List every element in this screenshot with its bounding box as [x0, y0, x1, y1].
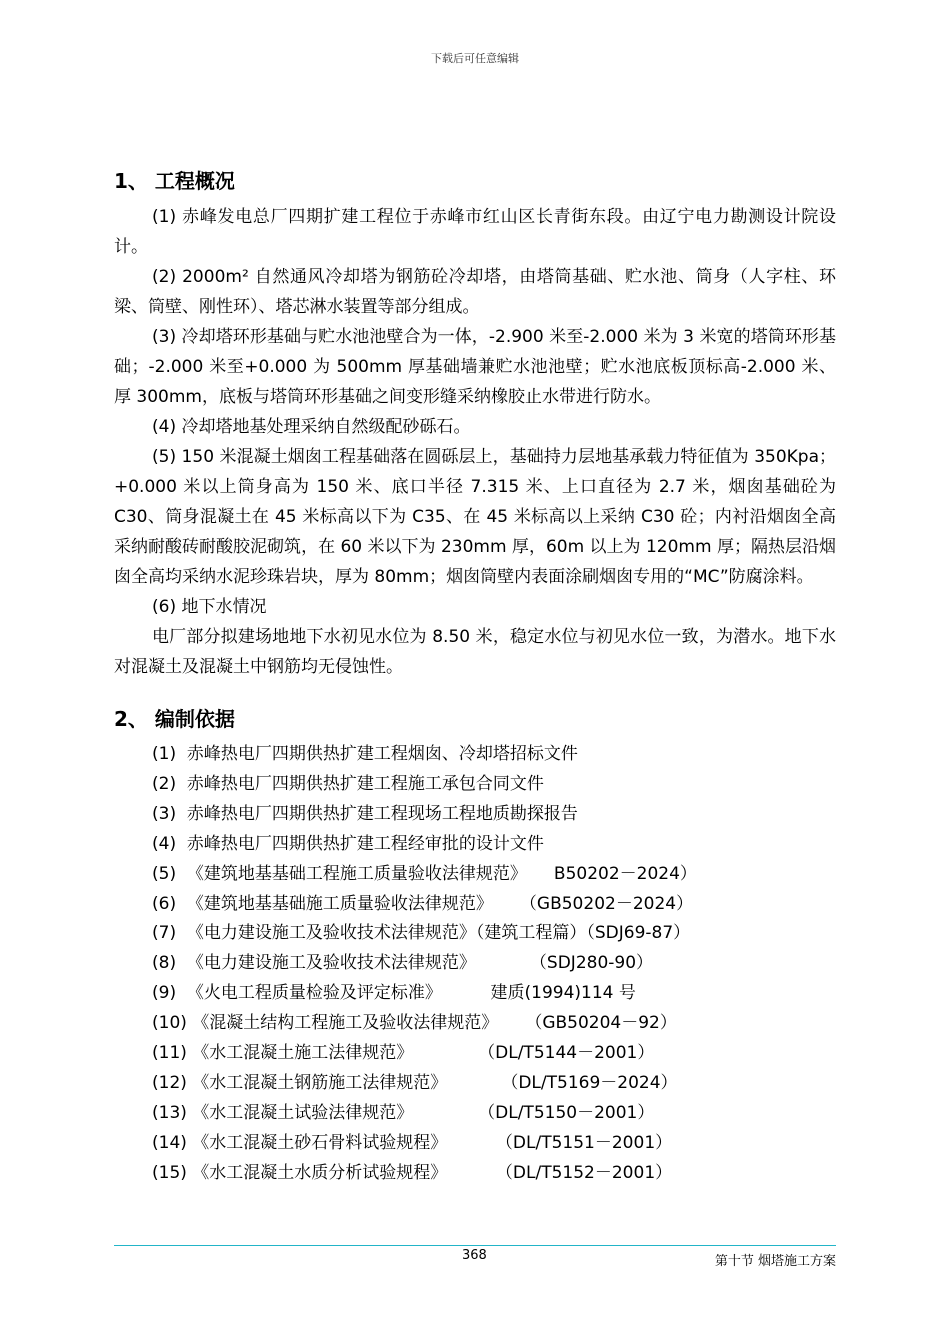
list-item: (2) 赤峰热电厂四期供热扩建工程施工承包合同文件 — [152, 773, 544, 794]
section-heading: 1、 工程概况 — [114, 169, 235, 193]
page-number: 368 — [462, 1248, 487, 1263]
list-item: (9) 《火电工程质量检验及评定标准》 建质(1994)114 号 — [152, 983, 636, 1004]
list-item: (3) 赤峰热电厂四期供热扩建工程现场工程地质勘探报告 — [152, 803, 578, 824]
list-item: (14) 《水工混凝土砂石骨料试验规程》 （DL/T5151－2001） — [152, 1132, 673, 1153]
list-item: (7) 《电力建设施工及验收技术法律规范》（建筑工程篇）（SDJ69-87） — [152, 923, 691, 944]
list-item: (1) 赤峰热电厂四期供热扩建工程烟囱、冷却塔招标文件 — [152, 744, 578, 764]
list-item: (12) 《水工混凝土钢筋施工法律规范》 （DL/T5169－2024） — [152, 1072, 678, 1093]
list-item: (13) 《水工混凝土试验法律规范》 （DL/T5150－2001） — [152, 1102, 655, 1123]
list-item: (15) 《水工混凝土水质分析试验规程》 （DL/T5152－2001） — [152, 1162, 673, 1183]
list-item: (11) 《水工混凝土施工法律规范》 （DL/T5144－2001） — [152, 1043, 655, 1064]
list-item: (4) 赤峰热电厂四期供热扩建工程经审批的设计文件 — [152, 833, 544, 854]
list-item: (10) 《混凝土结构工程施工及验收法律规范》 （GB50204－92） — [152, 1013, 677, 1034]
header-note: 下载后可任意编辑 — [431, 52, 519, 65]
paragraph: (1) 赤峰发电总厂四期扩建工程位于赤峰市红山区长青街东段。由辽宁电力勘测设计院设计。 — [114, 207, 836, 257]
list-item: (8) 《电力建设施工及验收技术法律规范》 （SDJ280-90） — [152, 953, 654, 974]
list-item: (5) 《建筑地基基础工程施工质量验收法律规范》 B50202－2024） — [152, 863, 697, 884]
paragraph: (2) 2000m² 自然通风冷却塔为钢筋砼冷却塔，由塔筒基础、贮水池、筒身（人字柱、环梁、筒壁、刚性环）、塔芯淋水装置等部分组成。 — [114, 267, 836, 317]
list-item: (6) 《建筑地基基础施工质量验收法律规范》 （GB50202－2024） — [152, 893, 694, 914]
paragraph: (6) 地下水情况 — [152, 597, 267, 617]
footer-divider — [114, 1245, 836, 1246]
section-heading: 2、 编制依据 — [114, 707, 235, 731]
paragraph: (4) 冷却塔地基处理采纳自然级配砂砾石。 — [152, 417, 471, 437]
footer-title: 第十节 烟塔施工方案 — [714, 1254, 836, 1269]
paragraph: (3) 冷却塔环形基础与贮水池池壁合为一体，-2.900 米至-2.000 米为 3 米宽的塔筒环形基础；-2.000 米至+0.000 为 500mm 厚基础墙兼贮水池池壁；贮水池底板顶标高-2.000 米、厚 300mm，底板与塔筒环形基础之间变形缝采纳橡胶止水带进行防水。 — [114, 327, 836, 407]
paragraph: 电厂部分拟建场地地下水初见水位为 8.50 米，稳定水位与初见水位一致，为潜水。地下水对混凝土及混凝土中钢筋均无侵蚀性。 — [114, 627, 836, 677]
paragraph: (5) 150 米混凝土烟囱工程基础落在圆砾层上，基础持力层地基承载力特征值为 350Kpa；+0.000 米以上筒身高为 150 米、底口半径 7.315 米、上口直径为 2.7 米，烟囱基础砼为 C30、筒身混凝土在 45 米标高以下为 C35、在 45 米标高以上采纳 C30 砼；内衬沿烟囱全高采纳耐酸砖耐酸胶泥砌筑，在 60 米以下为 230mm 厚，60m 以上为 120mm 厚；隔热层沿烟囱全高均采纳水泥珍珠岩块，厚为 80mm；烟囱筒壁内表面涂刷烟囱专用的“MC”防腐涂料。 — [114, 447, 836, 587]
document-body — [114, 166, 836, 1189]
